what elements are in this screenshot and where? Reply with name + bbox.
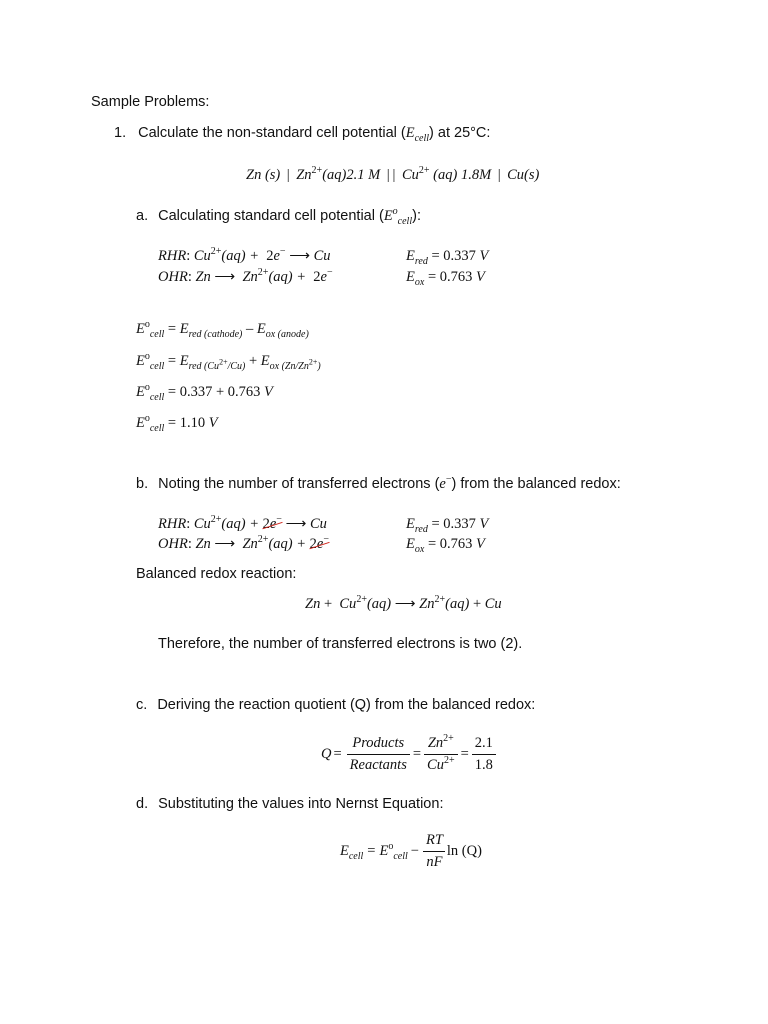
cancelled-electrons: 2e− [262,514,282,532]
ecell-formula-3: $E^o_{cell} = 0.337 + 0.763$ V [136,382,273,403]
nernst-equation: $E_{cell}$ = $E^o_{cell}$ − $\frac{RT}{nF}$ ln (Q) [340,832,482,870]
part-a-e-red: $E_{red} = 0.337$ V [406,248,489,267]
problem-number: 1. [114,125,127,141]
e-cell-symbol: $E_{cell}$ [405,125,430,144]
problem-text: Calculate the non-standard cell potential ( [138,125,406,141]
ecell-formula-1: $E^o_{cell} = E_{red (cathode)} - E_{ox (anode)}$ [136,319,309,340]
part-b-e-red: $E_{red} = 0.337$ V [406,516,489,535]
part-a-rhr: RHR: $Cu^{2+}(aq) + 2e^-$ ⟶ Cu [158,246,331,264]
electrons-conclusion: Therefore, the number of transferred electrons is two (2). [158,636,523,652]
cancelled-electrons: 2e− [309,534,329,552]
reaction-quotient: Q = $\frac{\text{Products}}{\text{Reactants}}$ = $\frac{Zn^{2+}}{Cu^{2+}}$ = $\frac{2.1}{1.8}$ [321,735,499,774]
part-a-heading: a. Calculating standard cell potential $(E^o_{cell})$: [136,206,421,227]
part-c-heading: c. Deriving the reaction quotient (Q) from the balanced redox: [136,697,536,713]
cell-notation: Zn (s) | $Zn^{2+}(aq)2.1$ M | | $Cu^{2+}$ (aq) 1.8M | Cu(s) [246,165,540,183]
part-b-ohr: OHR: Zn ⟶ $Zn^{2+}(aq) + 2e^-$ [158,534,329,552]
part-d-heading: d. Substituting the values into Nernst Equation: [136,796,444,812]
section-heading: Sample Problems: [91,94,210,110]
balanced-redox-equation: $Zn + Cu^{2+}(aq)$ ⟶ $Zn^{2+}(aq) + Cu$ [305,594,502,612]
problem-text-end: ) at 25°C: [429,125,491,141]
part-b-rhr: RHR: $Cu^{2+}(aq) + 2e^-$ ⟶ Cu [158,514,327,532]
ecell-formula-2: $E^o_{cell} = E_{red (Cu^{2+}/Cu)} + E_{ox (Zn/Zn^{2+})}$ [136,351,321,372]
problem-1 [114,125,490,142]
part-b-heading: b. Noting the number of transferred electrons (e−) from the balanced redox: [136,474,621,492]
part-a-e-ox: $E_{ox} = 0.763$ V [406,269,485,288]
ecell-formula-4: $E^o_{cell} = 1.10$ V [136,413,218,434]
part-b-e-ox: $E_{ox} = 0.763$ V [406,536,485,555]
part-a-ohr: OHR: Zn ⟶ $Zn^{2+}(aq) + 2e^-$ [158,267,333,285]
balanced-redox-label: Balanced redox reaction: [136,566,297,582]
